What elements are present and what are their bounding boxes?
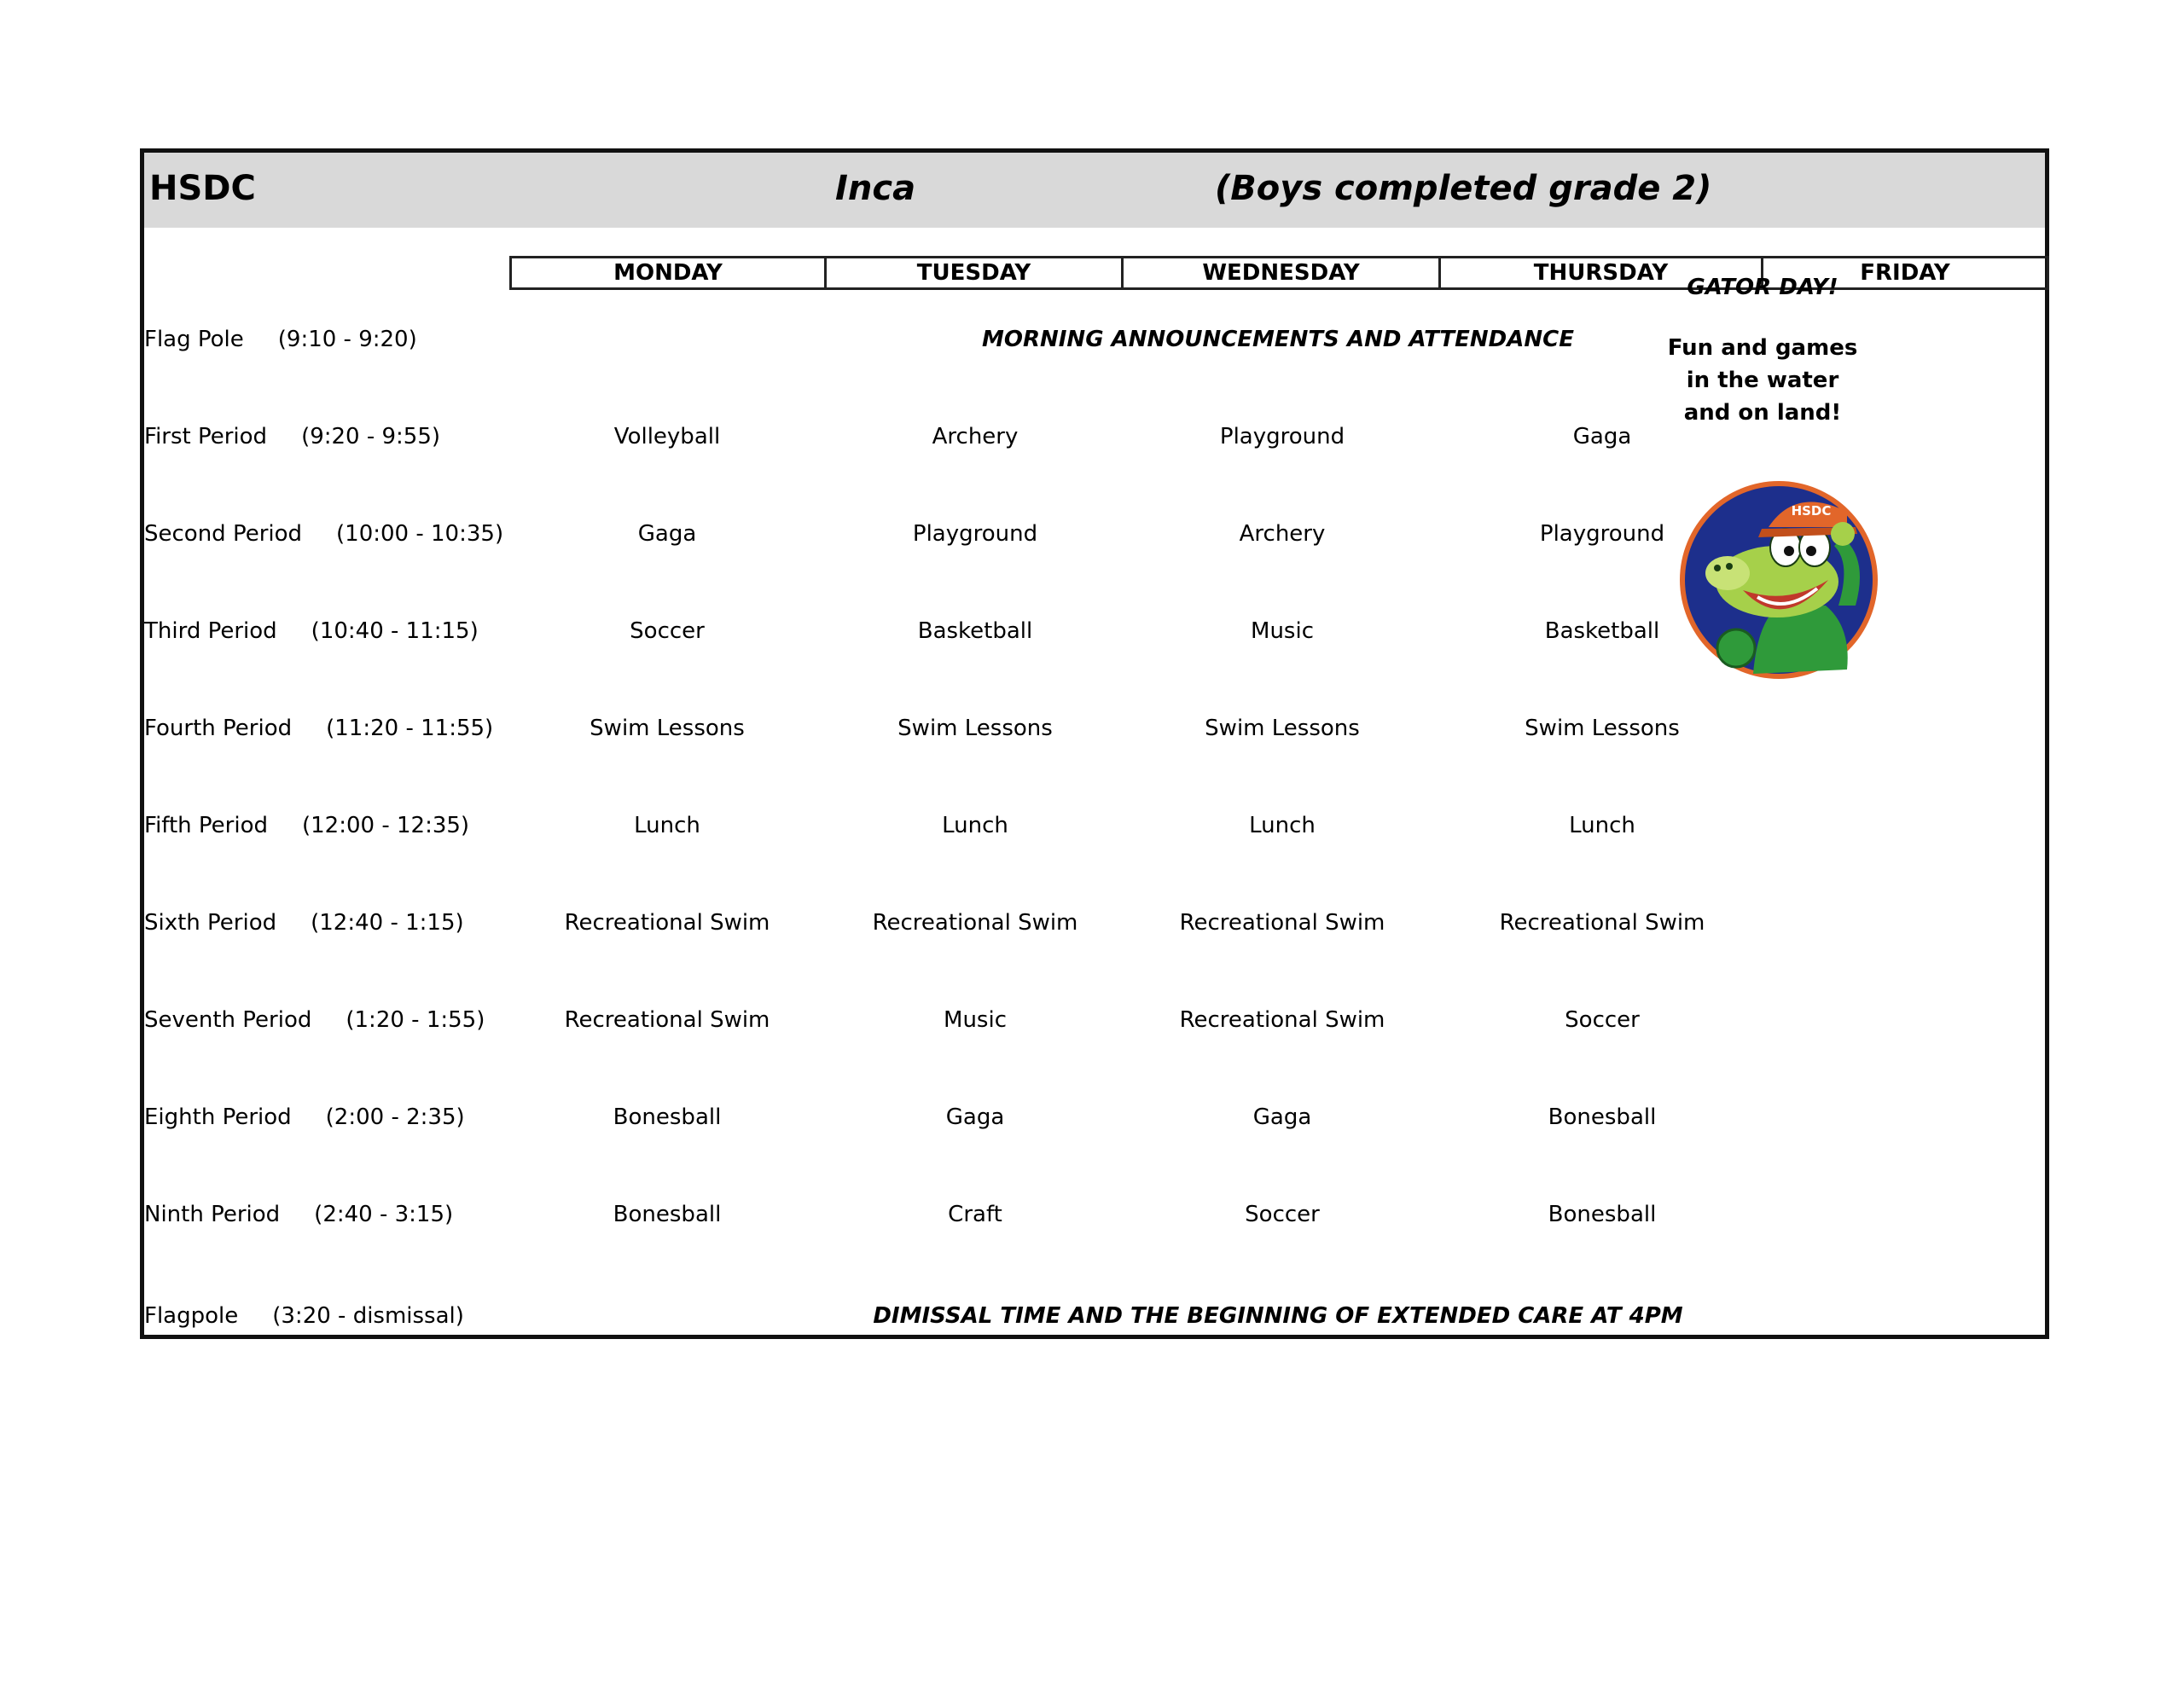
- activity-cell: Gaga: [1252, 1104, 1312, 1130]
- activity-cell: Basketball: [917, 618, 1033, 644]
- period-name: Second Period: [144, 521, 303, 547]
- period-label: [144, 910, 464, 936]
- gator-fist: [1717, 629, 1755, 667]
- gator-nostril: [1714, 565, 1721, 571]
- gator-snout: [1705, 556, 1750, 590]
- activity-cell: Recreational Swim: [1499, 910, 1705, 936]
- activity-cell: Recreational Swim: [872, 910, 1078, 936]
- period-time: (2:40 - 3:15): [314, 1202, 454, 1227]
- period-time: (9:20 - 9:55): [301, 424, 441, 449]
- period-label: [144, 424, 440, 449]
- activity-cell: Gaga: [945, 1104, 1005, 1130]
- period-name: Ninth Period: [144, 1202, 281, 1227]
- friday-description: [1668, 332, 1858, 429]
- activity-cell: Soccer: [1245, 1202, 1320, 1227]
- activity-cell: Playground: [1219, 424, 1345, 449]
- day-header-1: TUESDAY: [827, 256, 1124, 290]
- gator-pupil: [1784, 546, 1794, 556]
- period-time: (1:20 - 1:55): [346, 1007, 485, 1033]
- group-name: Inca: [835, 169, 916, 208]
- activity-cell: Bonesball: [1548, 1104, 1657, 1130]
- activity-cell: Bonesball: [613, 1202, 722, 1227]
- activity-cell: Gaga: [637, 521, 697, 547]
- friday-desc-line: Fun and games: [1667, 335, 1858, 361]
- gator-mascot-logo: [1676, 478, 1881, 682]
- period-time: (11:20 - 11:55): [326, 716, 494, 741]
- period-name: Third Period: [144, 618, 277, 644]
- activity-cell: Lunch: [634, 813, 700, 838]
- day-header-3: THURSDAY: [1441, 256, 1763, 290]
- activity-cell: Bonesball: [613, 1104, 722, 1130]
- day-header-4: FRIDAY: [1763, 256, 2049, 290]
- period-time: (12:40 - 1:15): [311, 910, 464, 936]
- activity-cell: Lunch: [1569, 813, 1635, 838]
- activity-cell: Bonesball: [1548, 1202, 1657, 1227]
- activity-cell: Archery: [932, 424, 1019, 449]
- period-name: Sixth Period: [144, 910, 277, 936]
- period-label: [144, 1104, 465, 1130]
- period-time: (12:00 - 12:35): [302, 813, 470, 838]
- activity-cell: Recreational Swim: [1179, 1007, 1385, 1033]
- morning-banner: MORNING ANNOUNCEMENTS AND ATTENDANCE: [982, 327, 1574, 352]
- activity-cell: Swim Lessons: [897, 716, 1053, 741]
- period-label: [144, 1303, 464, 1329]
- activity-cell: Playground: [912, 521, 1038, 547]
- activity-cell: Playground: [1539, 521, 1665, 547]
- period-time: (10:40 - 11:15): [311, 618, 479, 644]
- period-name: Fourth Period: [144, 716, 293, 741]
- period-time: (2:00 - 2:35): [325, 1104, 465, 1130]
- friday-desc-line: and on land!: [1683, 400, 1842, 426]
- period-name: Seventh Period: [144, 1007, 312, 1033]
- friday-title: GATOR DAY!: [1687, 275, 1838, 300]
- period-name: Fifth Period: [144, 813, 268, 838]
- gator-hand: [1831, 522, 1855, 546]
- activity-cell: Swim Lessons: [1205, 716, 1360, 741]
- period-name: Eighth Period: [144, 1104, 292, 1130]
- activity-cell: Recreational Swim: [1179, 910, 1385, 936]
- activity-cell: Volleyball: [613, 424, 721, 449]
- period-name: First Period: [144, 424, 268, 449]
- period-label: [144, 716, 493, 741]
- activity-cell: Recreational Swim: [564, 910, 770, 936]
- activity-cell: Gaga: [1572, 424, 1632, 449]
- org-name: HSDC: [149, 169, 256, 208]
- period-label: [144, 1007, 485, 1033]
- friday-desc-line: in the water: [1686, 368, 1839, 393]
- activity-cell: Soccer: [630, 618, 705, 644]
- period-label: [144, 813, 469, 838]
- gator-nostril: [1726, 563, 1733, 570]
- activity-cell: Soccer: [1565, 1007, 1640, 1033]
- period-time: (9:10 - 9:20): [277, 327, 417, 352]
- header-band: [144, 153, 2045, 228]
- day-header-0: MONDAY: [509, 256, 827, 290]
- dismissal-banner: DIMISSAL TIME AND THE BEGINNING OF EXTENDED CARE AT 4PM: [873, 1303, 1683, 1329]
- period-label: [144, 618, 479, 644]
- period-time: (10:00 - 10:35): [336, 521, 504, 547]
- activity-cell: Craft: [948, 1202, 1002, 1227]
- period-label: [144, 327, 417, 352]
- gator-cap-text: HSDC: [1791, 503, 1832, 519]
- activity-cell: Basketball: [1544, 618, 1660, 644]
- period-label: [144, 521, 503, 547]
- period-name: Flagpole: [144, 1303, 239, 1329]
- period-name: Flag Pole: [144, 327, 244, 352]
- gator-pupil: [1806, 546, 1816, 556]
- period-label: [144, 1202, 453, 1227]
- activity-cell: Lunch: [1249, 813, 1316, 838]
- period-time: (3:20 - dismissal): [272, 1303, 464, 1329]
- activity-cell: Recreational Swim: [564, 1007, 770, 1033]
- activity-cell: Archery: [1239, 521, 1326, 547]
- day-header-2: WEDNESDAY: [1124, 256, 1441, 290]
- activity-cell: Swim Lessons: [1525, 716, 1680, 741]
- activity-cell: Lunch: [942, 813, 1008, 838]
- activity-cell: Music: [944, 1007, 1007, 1033]
- activity-cell: Swim Lessons: [590, 716, 745, 741]
- activity-cell: Music: [1251, 618, 1314, 644]
- group-subtitle: (Boys completed grade 2): [1215, 169, 1712, 208]
